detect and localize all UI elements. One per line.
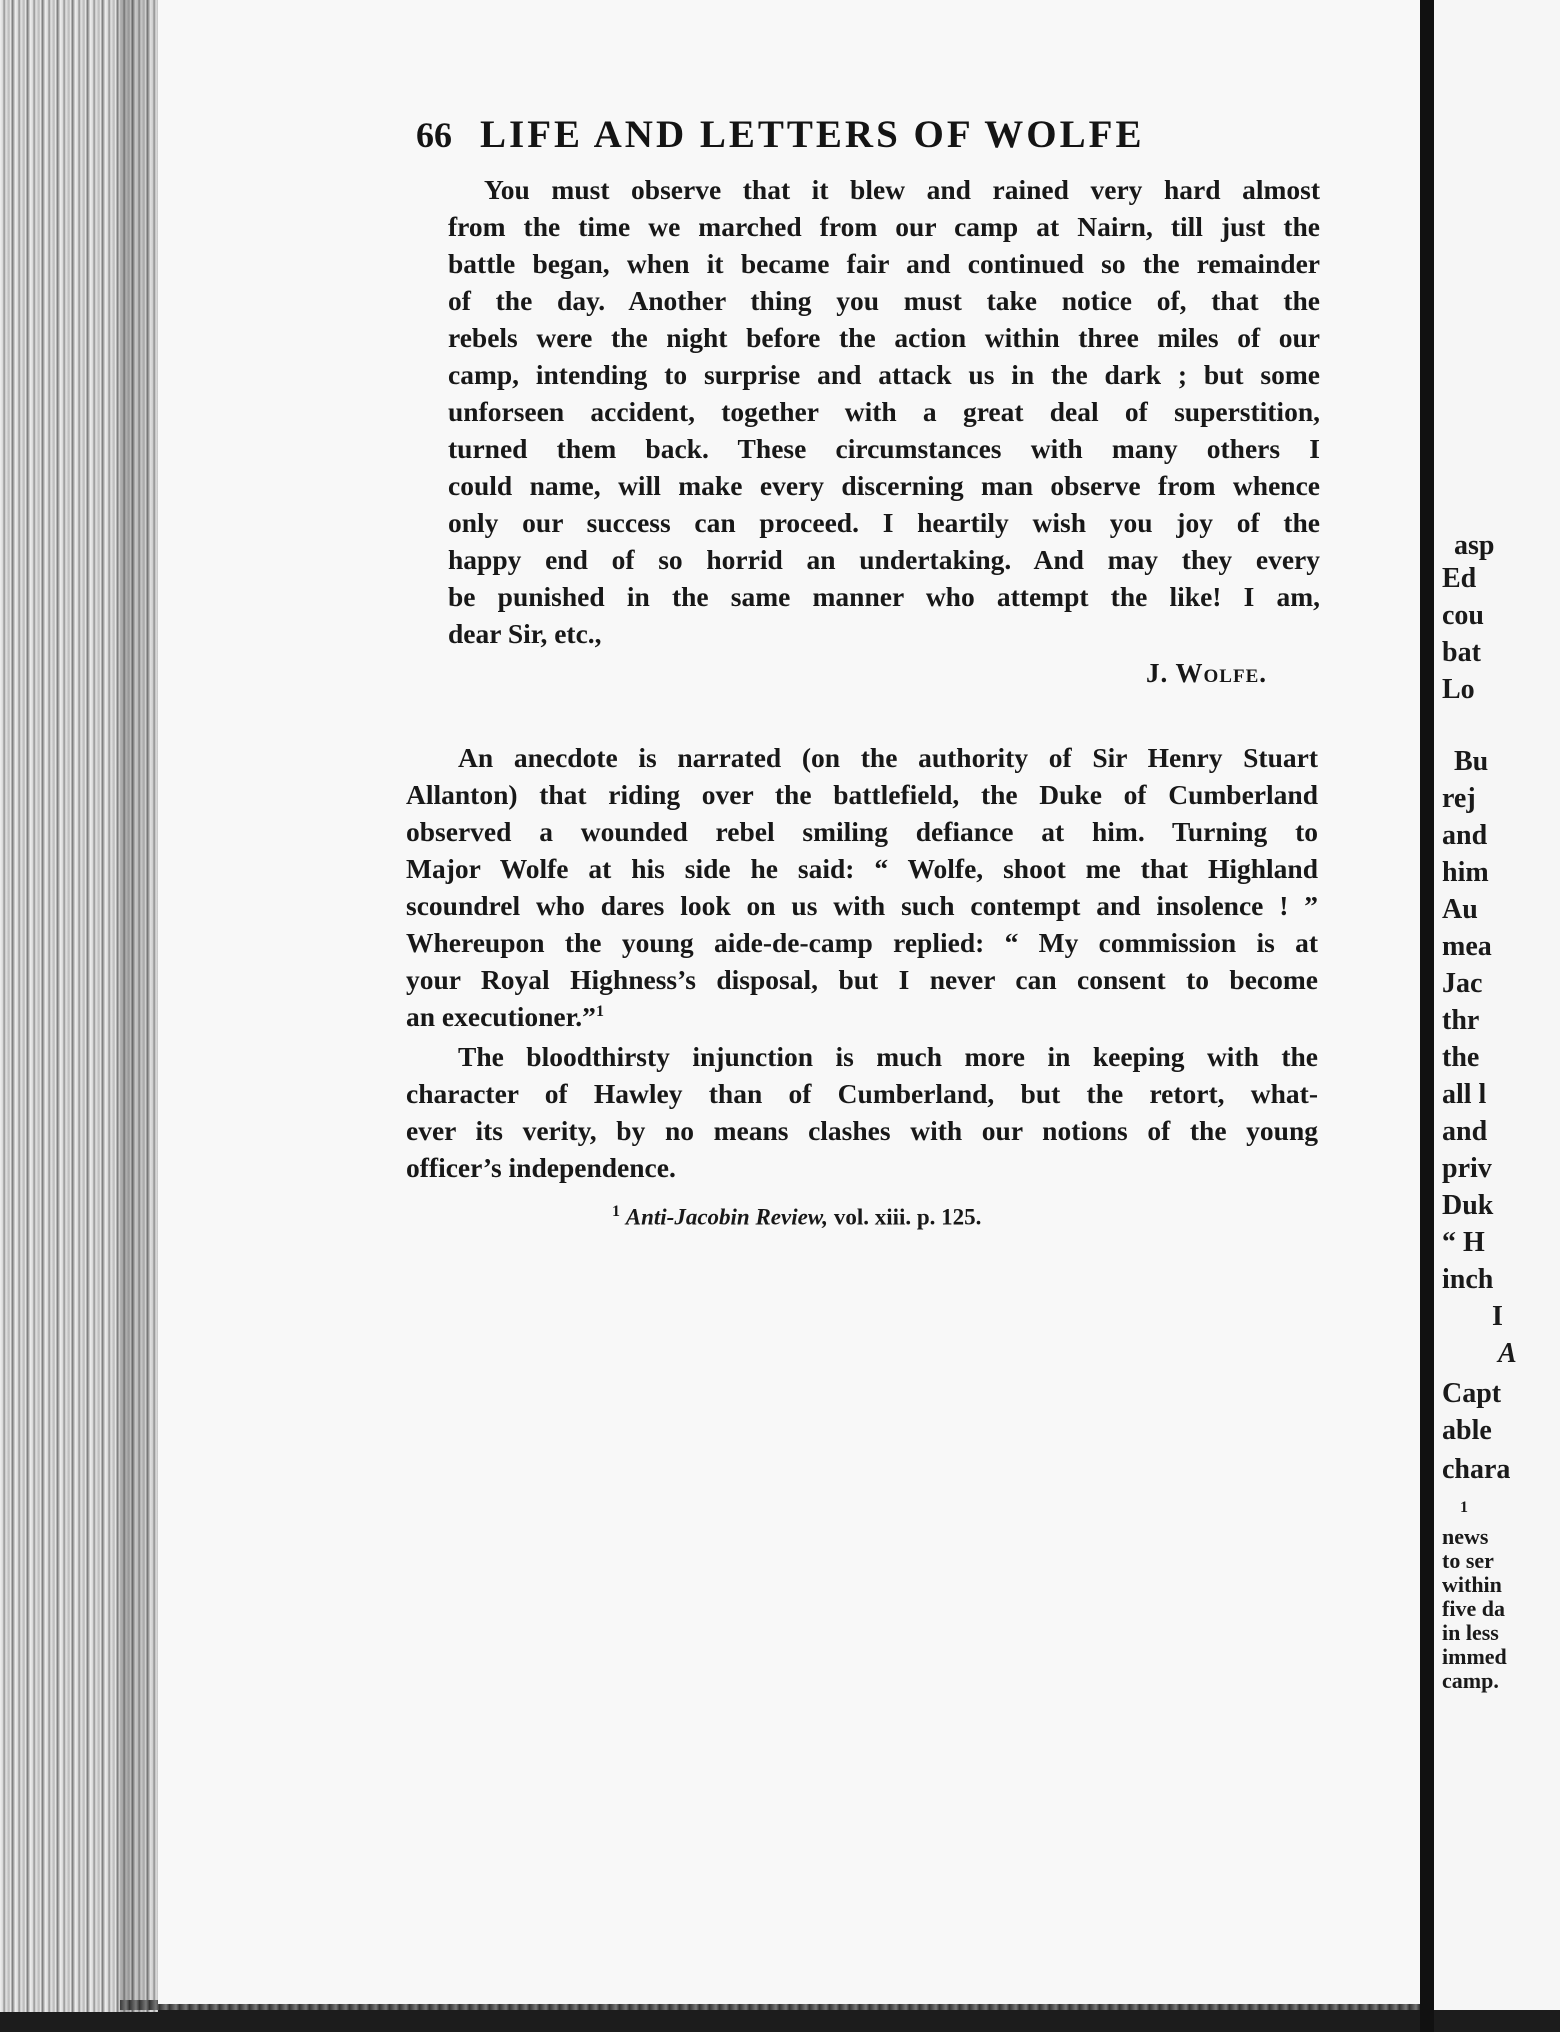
facing-line: him [1442, 857, 1489, 888]
facing-footnote-line: within [1442, 1572, 1502, 1597]
facing-footnote-line: five da [1442, 1596, 1505, 1621]
facing-line: bat [1442, 637, 1481, 668]
footnote-marker: 1 [612, 1203, 620, 1220]
letter-line: could name, will make every discerning man observe from whence [448, 470, 1320, 501]
anecdote-line: Allanton) that riding over the battlefield, the Duke of Cumberland [406, 779, 1318, 810]
letter-line: unforseen accident, together with a great deal of superstition, [448, 396, 1320, 427]
binding-shadow [120, 0, 160, 2012]
anecdote-line [406, 1003, 604, 1031]
anecdote-line: Whereupon the young aide-de-camp replied: “ My commission is at [406, 927, 1318, 958]
facing-line: Ed [1442, 563, 1477, 594]
letter-line: You must observe that it blew and rained very hard almost [484, 174, 1320, 205]
comment-line: officer’s independence. [406, 1152, 676, 1183]
facing-line: Au [1442, 894, 1478, 925]
facing-line: and [1442, 1116, 1488, 1147]
facing-line: the [1442, 1042, 1480, 1073]
anecdote-line: An anecdote is narrated (on the authority of Sir Henry Stuart [458, 742, 1318, 773]
facing-line: I [1492, 1301, 1503, 1332]
comment-line: ever its verity, by no means clashes with our notions of the young [406, 1115, 1318, 1146]
anecdote-last-text: an executioner.” [406, 1001, 596, 1032]
facing-line: Lo [1442, 674, 1475, 705]
book-title: LIFE AND LETTERS OF WOLFE [480, 113, 1145, 156]
facing-line: all l [1442, 1079, 1487, 1110]
letter-line: be punished in the same manner who attempt the like! I am, [448, 581, 1320, 612]
footnote [612, 1204, 981, 1229]
letter-line: turned them back. These circumstances with many others I [448, 433, 1320, 464]
facing-line: priv [1442, 1153, 1492, 1184]
facing-footnote-line: 1 [1460, 1499, 1468, 1516]
letter-line: of the day. Another thing you must take notice of, that the [448, 285, 1320, 316]
facing-line: “ H [1442, 1227, 1485, 1258]
facing-line: cou [1442, 600, 1484, 631]
footnote-details: vol. xiii. p. 125. [828, 1204, 982, 1230]
letter-line: rebels were the night before the action within three miles of our [448, 322, 1320, 353]
footnote-title: Anti-Jacobin Review, [625, 1204, 829, 1230]
anecdote-line: Major Wolfe at his side he said: “ Wolfe, shoot me that Highland [406, 853, 1318, 884]
facing-line: Capt [1442, 1378, 1502, 1409]
facing-footnote-line: camp. [1442, 1668, 1499, 1693]
letter-line: battle began, when it became fair and continued so the remainder [448, 248, 1320, 279]
running-head [416, 112, 1266, 157]
facing-line: and [1442, 820, 1488, 851]
letter-line: only our success can proceed. I heartily wish you joy of the [448, 507, 1320, 538]
facing-page [1434, 0, 1560, 2010]
anecdote-line: your Royal Highness’s disposal, but I never can consent to become [406, 964, 1318, 995]
anecdote-line: observed a wounded rebel smiling defiance at him. Turning to [406, 816, 1318, 847]
facing-footnote-line: news [1442, 1524, 1489, 1549]
page-number: 66 [416, 115, 452, 155]
letter-line: from the time we marched from our camp at Nairn, till just the [448, 211, 1320, 242]
facing-line: thr [1442, 1005, 1480, 1036]
facing-line: rej [1442, 783, 1476, 814]
footnote-reference: 1 [595, 1002, 604, 1020]
letter-line: dear Sir, etc., [448, 618, 602, 649]
anecdote-line: scoundrel who dares look on us with such contempt and insolence ! ” [406, 890, 1318, 921]
book-gutter [1420, 0, 1434, 2032]
comment-line: character of Hawley than of Cumberland, but the retort, what- [406, 1078, 1318, 1109]
facing-line: inch [1442, 1264, 1494, 1295]
facing-line: chara [1442, 1454, 1511, 1485]
facing-line: able [1442, 1415, 1492, 1446]
facing-line: A [1498, 1338, 1517, 1369]
facing-line: Duk [1442, 1190, 1494, 1221]
facing-footnote-line: in less [1442, 1620, 1499, 1645]
facing-footnote-line: to ser [1442, 1548, 1494, 1573]
comment-line: The bloodthirsty injunction is much more in keeping with the [458, 1041, 1318, 1072]
letter-line: happy end of so horrid an undertaking. And may they every [448, 544, 1320, 575]
facing-line: mea [1442, 931, 1492, 962]
signature: J. Wolfe. [1146, 658, 1267, 688]
facing-footnote-line: immed [1442, 1644, 1507, 1669]
letter-line: camp, intending to surprise and attack us in the dark ; but some [448, 359, 1320, 390]
facing-line: Bu [1454, 746, 1489, 777]
facing-line: asp [1454, 530, 1495, 561]
facing-line: Jac [1442, 968, 1483, 999]
